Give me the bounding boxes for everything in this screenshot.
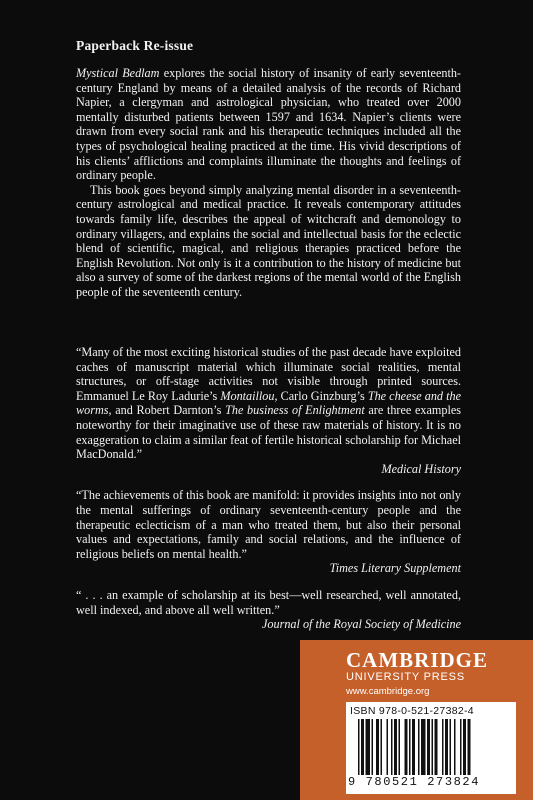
- isbn-label: ISBN 978-0-521-27382-4: [350, 705, 474, 717]
- barcode-panel: [346, 702, 516, 794]
- publisher-block: [300, 640, 533, 800]
- review-source: Times Literary Supplement: [329, 561, 461, 576]
- reissue-heading: Paperback Re-issue: [76, 38, 194, 53]
- description-paragraph-2: This book goes beyond simply analyzing mental disorder in a seventeenth-century astrological and medical practice. It reveals contemporary attitudes towards family life, describes the appeal of witchcraft and demonology to ordinary villagers, and explains the social and intellectual basis for the eclectic blend of scientific, magical, and religious therapies practiced before the English Revolution. Not only is it a contribution to the history of medicine but also a survey of some of the darkest regions of the mental world of the English people of the seventeenth century.: [76, 182, 461, 299]
- review-rsm: [76, 588, 461, 632]
- review-text: “Many of the most exciting historical studies of the past decade have exploited caches of manuscript material which illuminate social realities, mental structures, or off-stage activities not visible through printed sources. Emmanuel Le Roy Ladurie’s: [76, 345, 461, 403]
- description-text-1: explores the social history of insanity of early seventeenth-century England by means of a detailed analysis of the records of Richard Napier, a clergyman and astrological physician, who treated over 2000 mentally disturbed patients between 1597 and 1634. Napier’s clients were drawn from every social rank and his therapeutic techniques included all the types of psychological healing practiced at the time. His vivid descriptions of his clients’ afflictions and complaints illuminate the thoughts and feelings of ordinary people.: [76, 66, 461, 183]
- review-text: are three examples noteworthy for their imaginative use of these raw materials of history. It is no exaggeration to claim a similar feat of fertile historical scholarship for Michael MacDonald.”: [76, 403, 461, 462]
- review-text: “The achievements of this book are manifold: it provides insights into not only the mental sufferings of ordinary seventeenth-century people and the therapeutic eclecticism of a man who treated them, but also their personal values and expectations, family and social relations, and the influence of religious beliefs on mental health.”: [76, 488, 461, 561]
- review-text: and Robert Darnton’s: [111, 403, 226, 418]
- publisher-url: www.cambridge.org: [346, 686, 430, 697]
- ean-digits: 9 780521 273824: [348, 775, 481, 789]
- publisher-name: CAMBRIDGE: [346, 648, 489, 672]
- publisher-subtitle: UNIVERSITY PRESS: [346, 671, 465, 683]
- review-medical-history: [76, 345, 461, 476]
- description-paragraph-1: [76, 66, 461, 183]
- book-description: [76, 66, 461, 300]
- review-tls: [76, 488, 461, 576]
- review-source: Medical History: [381, 461, 461, 476]
- cited-title: The cheese and the worms,: [76, 388, 461, 418]
- review-source: Journal of the Royal Society of Medicine: [262, 617, 461, 632]
- book-title: Mystical Bedlam: [76, 66, 160, 80]
- barcode-icon: [358, 719, 506, 775]
- review-text: Carlo Ginzburg’s: [277, 388, 368, 403]
- review-text: “ . . . an example of scholarship at its best—well researched, well annotated, well indexed, and above all well written.”: [76, 587, 461, 617]
- reviews-section: [76, 345, 461, 644]
- cited-title: Montaillou,: [220, 388, 278, 403]
- cited-title: The business of Enlightment: [225, 403, 365, 418]
